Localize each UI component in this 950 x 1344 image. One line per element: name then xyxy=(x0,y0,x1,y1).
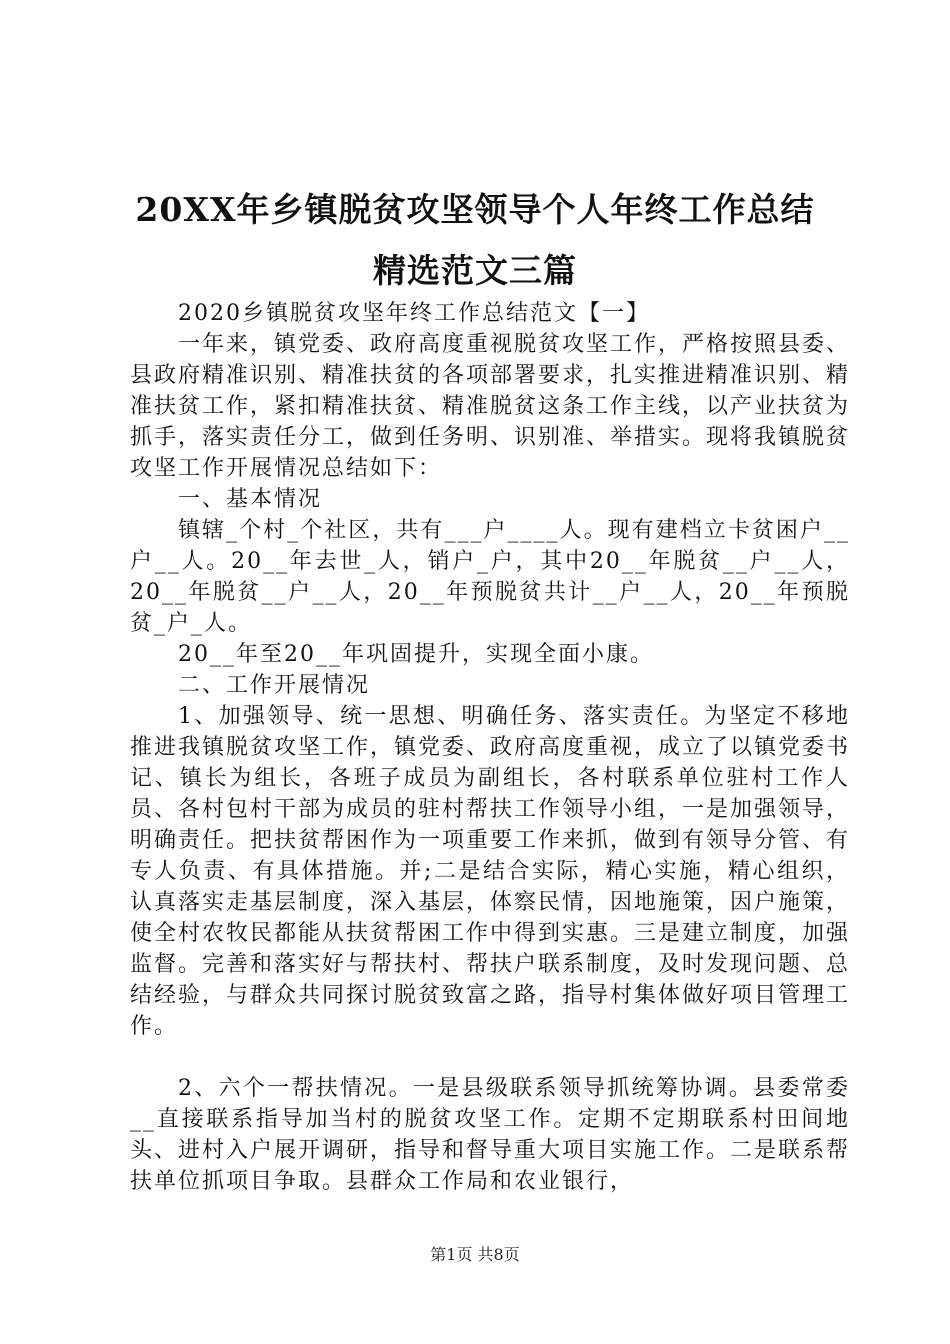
document-body xyxy=(130,298,850,1197)
document-title-line-2: 精选范文三篇 xyxy=(373,251,577,290)
section-heading: 一、基本情况 xyxy=(178,487,323,512)
paragraph: 2、六个一帮扶情况。一是县级联系领导抓统筹协调。县委常委__直接联系指导加当村的脱贫攻坚工作。定期不定期联系村田间地头、进村入户展开调研，指导和督导重大项目实施工作。二是联系帮扶单位抓项目争取。县群众工作局和农业银行， xyxy=(130,1076,851,1194)
section-heading: 二、工作开展情况 xyxy=(178,673,371,698)
section-heading: 2020乡镇脱贫攻坚年终工作总结范文【一】 xyxy=(178,301,650,326)
paragraph: 1、加强领导、统一思想、明确任务、落实责任。为坚定不移地推进我镇脱贫攻坚工作，镇党委、政府高度重视，成立了以镇党委书记、镇长为组长，各班子成员为副组长，各村联系单位驻村工作人员、各村包村干部为成员的驻村帮扶工作领导小组，一是加强领导，明确责任。把扶贫帮困作为一项重要工作来抓，做到有领导分管、有专人负责、有具体措施。并;二是结合实际，精心实施，精心组织，认真落实走基层制度，深入基层，体察民情，因地施策，因户施策，使全村农牧民都能从扶贫帮困工作中得到实惠。三是建立制度，加强监督。完善和落实好与帮扶村、帮扶户联系制度，及时发现问题、总结经验，与群众共同探讨脱贫致富之路，指导村集体做好项目管理工作。 xyxy=(130,704,851,1039)
page-footer: 第1页 共8页 xyxy=(430,1245,520,1264)
paragraph: 一年来，镇党委、政府高度重视脱贫攻坚工作，严格按照县委、县政府精准识别、精准扶贫的各项部署要求，扎实推进精准识别、精准扶贫工作，紧扣精准扶贫、精准脱贫这条工作主线，以产业扶贫为抓手，落实责任分工，做到任务明、识别准、举措实。现将我镇脱贫攻坚工作开展情况总结如下： xyxy=(130,332,851,481)
paragraph: 镇辖_个村_个社区，共有___户____人。现有建档立卡贫困户__户__人。20__年去世_人，销户_户，其中20__年脱贫__户__人，20__年脱贫__户__人，20__年预脱贫共计__户__人，20__年预脱贫_户_人。 xyxy=(130,518,850,636)
document-title-line-1: 20XX年乡镇脱贫攻坚领导个人年终工作总结 xyxy=(135,190,815,229)
paragraph: 20__年至20__年巩固提升，实现全面小康。 xyxy=(178,642,654,667)
